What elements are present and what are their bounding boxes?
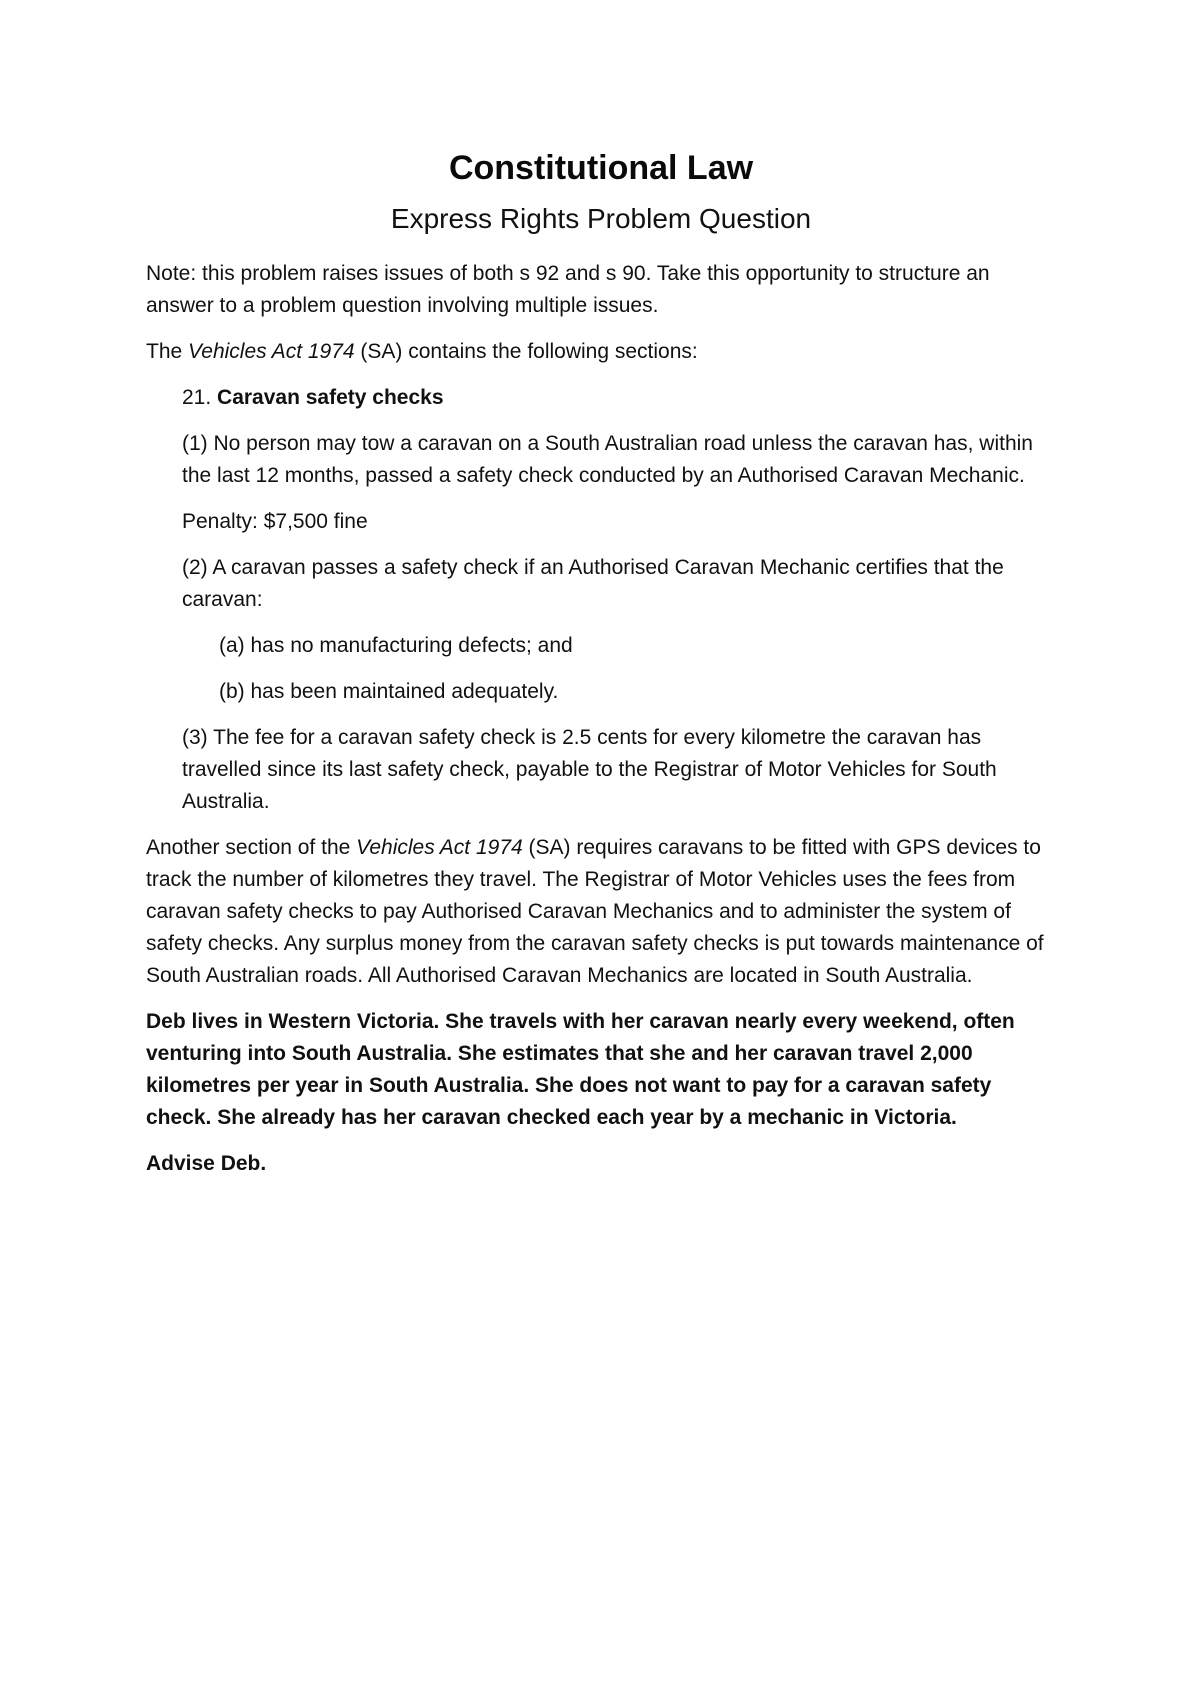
paragraph-b: (b) has been maintained adequately. xyxy=(219,680,559,703)
section-number: 21. xyxy=(182,386,218,409)
subsection-1: (1) No person may tow a caravan on a South Australian road unless the caravan has, within the last 12 months, passed a safety check conducted by an Authorised Caravan Mechanic. xyxy=(182,432,1033,487)
intro-text-before: The xyxy=(146,340,189,363)
document-subtitle: Express Rights Problem Question xyxy=(390,203,812,234)
context-act-name: Vehicles Act 1974 xyxy=(356,836,523,859)
section-heading xyxy=(182,382,1056,414)
context-text-after: (SA) requires caravans to be fitted with GPS devices to track the number of kilometres they travel. The Registrar of Motor Vehicles uses the fees from caravan safety checks to pay Authorised Caravan Mechanics and to administer the system of safety checks. Any surplus money from the caravan safety checks is put towards maintenance of South Australian roads. All Authorised Caravan Mechanics are located in South Australia. xyxy=(146,836,1044,987)
subsection-2: (2) A caravan passes a safety check if an Authorised Caravan Mechanic certifies that the caravan: xyxy=(182,556,1004,611)
penalty-line: Penalty: $7,500 fine xyxy=(182,510,368,533)
document-title: Constitutional Law xyxy=(448,149,754,187)
question-line: Advise Deb. xyxy=(146,1152,267,1175)
paragraph-a: (a) has no manufacturing defects; and xyxy=(219,634,573,657)
act-name: Vehicles Act 1974 xyxy=(188,340,355,363)
intro-text-after: (SA) contains the following sections: xyxy=(354,340,698,363)
context-paragraph xyxy=(146,832,1056,992)
section-title: Caravan safety checks xyxy=(217,386,444,409)
facts-paragraph: Deb lives in Western Victoria. She travels with her caravan nearly every weekend, often venturing into South Australia. She estimates that she and her caravan travel 2,000 kilometres per year in South Australia. She does not want to pay for a caravan safety check. She already has her caravan checked each year by a mechanic in Victoria. xyxy=(146,1010,1015,1129)
subsection-3: (3) The fee for a caravan safety check is 2.5 cents for every kilometre the caravan has travelled since its last safety check, payable to the Registrar of Motor Vehicles for South Australia. xyxy=(182,726,997,813)
document-body xyxy=(146,148,1056,1194)
context-text-before: Another section of the xyxy=(146,836,357,859)
intro-paragraph xyxy=(146,336,1056,368)
note-paragraph: Note: this problem raises issues of both s 92 and s 90. Take this opportunity to structure an answer to a problem question involving multiple issues. xyxy=(146,262,990,317)
